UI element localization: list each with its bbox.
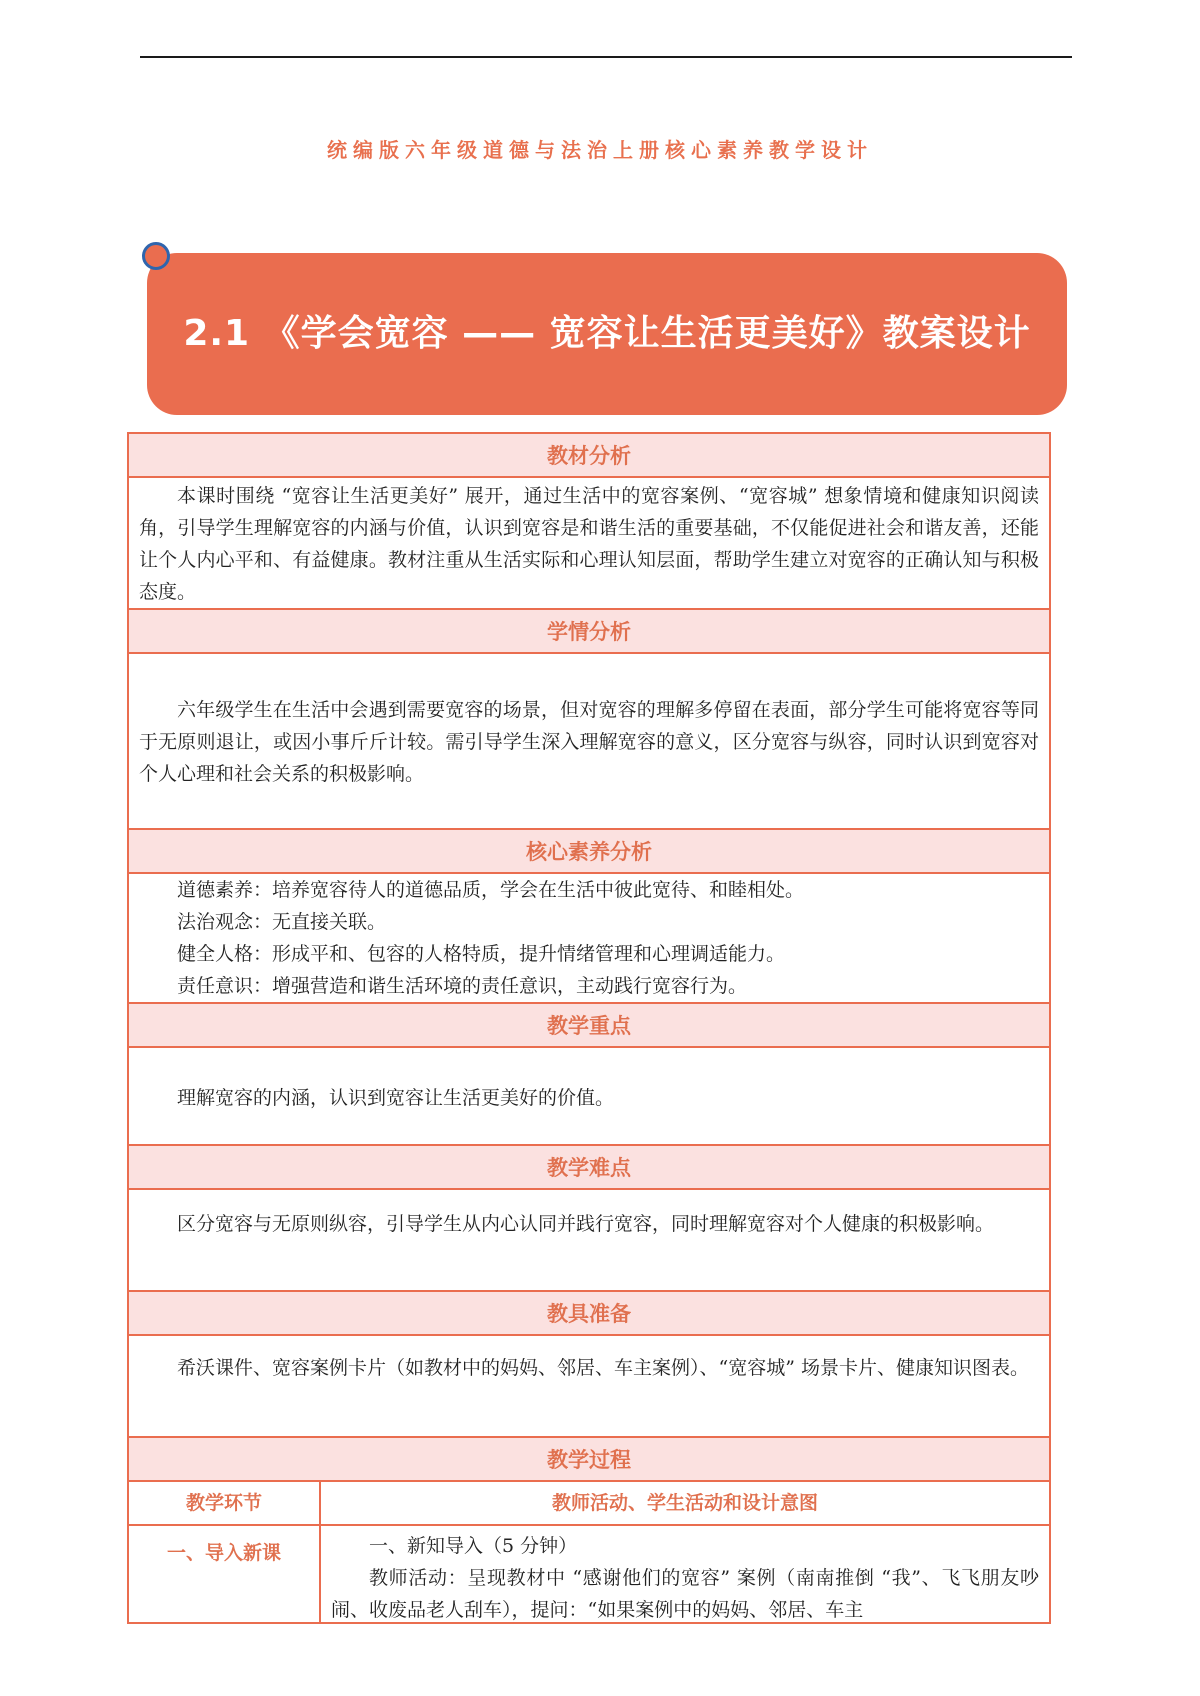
section-body-focus — [129, 1048, 1049, 1146]
section-heading-focus: 教学重点 — [129, 1004, 1049, 1048]
literacy-item-personality: 健全人格：形成平和、包容的人格特质，提升情绪管理和心理调适能力。 — [177, 943, 786, 965]
section-heading-difficulty: 教学难点 — [129, 1146, 1049, 1190]
section-body-students — [129, 654, 1049, 830]
process-header-row — [129, 1482, 1049, 1526]
process-stage-intro: 一、导入新课 — [129, 1526, 321, 1622]
banner-dot-decoration — [142, 242, 170, 270]
tools-text: 希沃课件、宽容案例卡片（如教材中的妈妈、邻居、车主案例）、“宽容城” 场景卡片、健康知识图表。 — [177, 1357, 1029, 1379]
process-activity-intro — [321, 1526, 1049, 1622]
literacy-item-responsibility: 责任意识：增强营造和谐生活环境的责任意识，主动践行宽容行为。 — [177, 975, 748, 997]
focus-text: 理解宽容的内涵，认识到宽容让生活更美好的价值。 — [177, 1087, 615, 1109]
students-text: 六年级学生在生活中会遇到需要宽容的场景，但对宽容的理解多停留在表面，部分学生可能将宽容等同于无原则退让，或因小事斤斤计较。需引导学生深入理解宽容的意义，区分宽容与纵容，同时认识到宽容对个人心理和社会关系的积极影响。 — [139, 699, 1039, 785]
lesson-title-banner — [147, 253, 1067, 415]
section-body-difficulty — [129, 1190, 1049, 1292]
process-activity-line: 一、新知导入（5 分钟） — [369, 1535, 578, 1557]
literacy-item-moral: 道德素养：培养宽容待人的道德品质，学会在生活中彼此宽待、和睦相处。 — [177, 879, 805, 901]
section-heading-students: 学情分析 — [129, 610, 1049, 654]
process-col-activity-header: 教师活动、学生活动和设计意图 — [551, 1492, 818, 1514]
section-heading-literacy: 核心素养分析 — [129, 830, 1049, 874]
section-heading-process: 教学过程 — [129, 1438, 1049, 1482]
process-activity-line: 教师活动：呈现教材中 “感谢他们的宽容” 案例（南南推倒 “我”、飞飞朋友吵闹、收废品老人刮车），提问：“如果案例中的妈妈、邻居、车主 — [331, 1567, 1039, 1621]
section-heading-tools: 教具准备 — [129, 1292, 1049, 1336]
lesson-title: 2.1 《学会宽容 —— 宽容让生活更美好》教案设计 — [183, 313, 1031, 354]
materials-text: 本课时围绕 “宽容让生活更美好” 展开，通过生活中的宽容案例、“宽容城” 想象情境和健康知识阅读角，引导学生理解宽容的内涵与价值，认识到宽容是和谐生活的重要基础，不仅能促进社会和谐友善，还能让个人内心平和、有益健康。教材注重从生活实际和心理认知层面，帮助学生建立对宽容的正确认知与积极态度。 — [139, 485, 1039, 603]
page-header-title: 统编版六年级道德与法治上册核心素养教学设计 — [327, 138, 873, 162]
section-body-materials — [129, 478, 1049, 610]
section-body-tools — [129, 1336, 1049, 1438]
top-rule — [140, 56, 1072, 58]
lesson-plan-table — [127, 432, 1051, 1624]
difficulty-text: 区分宽容与无原则纵容，引导学生从内心认同并践行宽容，同时理解宽容对个人健康的积极影响。 — [177, 1213, 995, 1235]
section-heading-materials: 教材分析 — [129, 434, 1049, 478]
process-col-stage-header: 教学环节 — [129, 1482, 321, 1524]
process-row — [129, 1526, 1049, 1622]
literacy-item-law: 法治观念：无直接关联。 — [177, 911, 387, 933]
section-body-literacy — [129, 874, 1049, 1004]
